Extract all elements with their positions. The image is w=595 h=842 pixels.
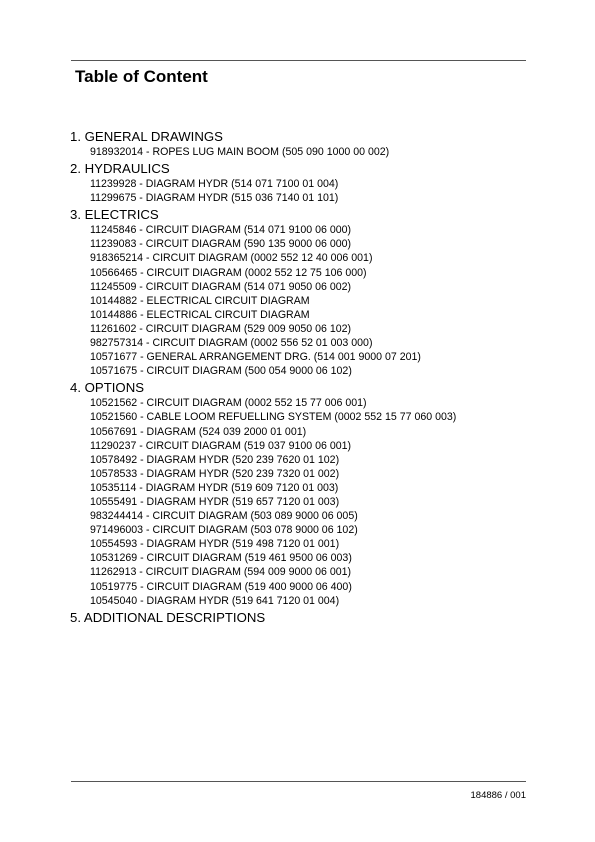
toc-entry[interactable]: 10531269 - CIRCUIT DIAGRAM (519 461 9500 06 003)	[90, 552, 352, 565]
toc-entry[interactable]: 11262913 - CIRCUIT DIAGRAM (594 009 9000 06 001)	[90, 566, 352, 579]
toc-entry[interactable]: 10519775 - CIRCUIT DIAGRAM (519 400 9000 06 400)	[90, 580, 352, 593]
table-of-contents	[70, 129, 540, 628]
toc-entry[interactable]: 10566465 - CIRCUIT DIAGRAM (0002 552 12 75 106 000)	[90, 266, 367, 279]
toc-entry-list	[70, 223, 540, 378]
toc-entry[interactable]: 10555491 - DIAGRAM HYDR (519 657 7120 01 003)	[90, 495, 340, 508]
toc-section	[70, 610, 540, 626]
toc-section-title[interactable]: 2. HYDRAULICS	[70, 161, 170, 177]
toc-section	[70, 207, 540, 378]
toc-entry[interactable]: 10571677 - GENERAL ARRANGEMENT DRG. (514 001 9000 07 201)	[90, 351, 421, 364]
toc-entry[interactable]: 10567691 - DIAGRAM (524 039 2000 01 001)	[90, 425, 307, 438]
toc-entry-list	[70, 145, 540, 159]
toc-entry[interactable]: 10521560 - CABLE LOOM REFUELLING SYSTEM (0002 552 15 77 060 003)	[90, 411, 457, 424]
toc-entry[interactable]: 10554593 - DIAGRAM HYDR (519 498 7120 01 001)	[90, 538, 340, 551]
header-rule	[71, 60, 526, 61]
toc-entry[interactable]: 10545040 - DIAGRAM HYDR (519 641 7120 01 004)	[90, 594, 340, 607]
page-title: Table of Content	[75, 67, 208, 86]
toc-section	[70, 380, 540, 607]
toc-entry[interactable]: 10521562 - CIRCUIT DIAGRAM (0002 552 15 77 006 001)	[90, 397, 367, 410]
toc-entry[interactable]: 10578533 - DIAGRAM HYDR (520 239 7320 01 002)	[90, 467, 340, 480]
toc-entry[interactable]: 971496003 - CIRCUIT DIAGRAM (503 078 9000 06 102)	[90, 524, 358, 537]
toc-entry[interactable]: 11239928 - DIAGRAM HYDR (514 071 7100 01 004)	[90, 178, 339, 191]
toc-entry[interactable]: 11239083 - CIRCUIT DIAGRAM (590 135 9000 06 000)	[90, 238, 352, 251]
toc-entry[interactable]: 11261602 - CIRCUIT DIAGRAM (529 009 9050 06 102)	[90, 322, 352, 335]
toc-entry[interactable]: 918365214 - CIRCUIT DIAGRAM (0002 552 12 40 006 001)	[90, 252, 373, 265]
toc-section	[70, 129, 540, 159]
toc-section-title[interactable]: 5. ADDITIONAL DESCRIPTIONS	[70, 609, 266, 625]
toc-entry[interactable]: 11245846 - CIRCUIT DIAGRAM (514 071 9100 06 000)	[90, 224, 352, 237]
toc-entry[interactable]: 983244414 - CIRCUIT DIAGRAM (503 089 9000 06 005)	[90, 510, 358, 523]
toc-entry-list	[70, 177, 540, 205]
footer-rule	[71, 781, 526, 782]
toc-entry[interactable]: 10144882 - ELECTRICAL CIRCUIT DIAGRAM	[90, 294, 310, 307]
toc-entry[interactable]: 10535114 - DIAGRAM HYDR (519 609 7120 01 003)	[90, 481, 339, 494]
toc-entry-list	[70, 396, 540, 607]
toc-entry[interactable]: 10578492 - DIAGRAM HYDR (520 239 7620 01 102)	[90, 453, 340, 466]
toc-entry[interactable]: 10144886 - ELECTRICAL CIRCUIT DIAGRAM	[90, 308, 310, 321]
toc-entry[interactable]: 11290237 - CIRCUIT DIAGRAM (519 037 9100 06 001)	[90, 439, 352, 452]
document-reference: 184886 / 001	[470, 790, 526, 801]
toc-entry[interactable]: 982757314 - CIRCUIT DIAGRAM (0002 556 52 01 003 000)	[90, 337, 373, 350]
toc-entry[interactable]: 918932014 - ROPES LUG MAIN BOOM (505 090 1000 00 002)	[90, 146, 390, 158]
toc-section	[70, 161, 540, 205]
toc-entry[interactable]: 11299675 - DIAGRAM HYDR (515 036 7140 01 101)	[90, 192, 339, 205]
toc-section-title[interactable]: 3. ELECTRICS	[70, 207, 159, 223]
toc-section-title[interactable]: 1. GENERAL DRAWINGS	[70, 129, 223, 144]
toc-section-title[interactable]: 4. OPTIONS	[70, 380, 145, 396]
toc-entry[interactable]: 10571675 - CIRCUIT DIAGRAM (500 054 9000 06 102)	[90, 365, 352, 378]
toc-entry[interactable]: 11245509 - CIRCUIT DIAGRAM (514 071 9050 06 002)	[90, 280, 352, 293]
